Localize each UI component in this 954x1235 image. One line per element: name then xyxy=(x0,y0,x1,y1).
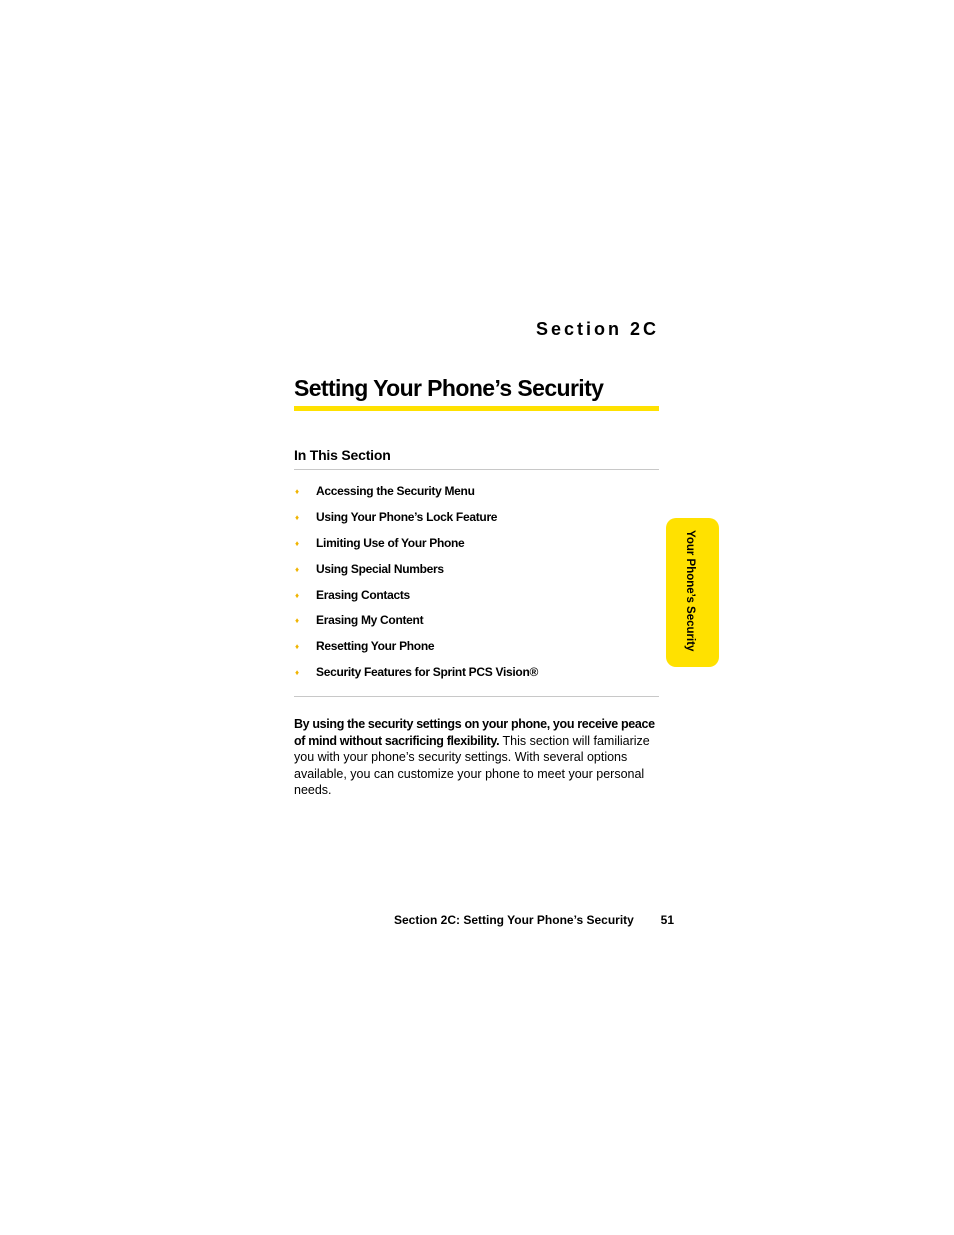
page-number: 51 xyxy=(660,913,674,927)
in-this-section-heading: In This Section xyxy=(294,447,391,463)
intro-lead: By using the security settings on your phone, you receive peace of mind without sacrificing flexibility. xyxy=(294,717,655,748)
list-item-label: Erasing My Content xyxy=(316,613,424,628)
list-item xyxy=(294,636,659,662)
section-label: Section 2C xyxy=(535,319,659,339)
diamond-bullet-icon: ♦ xyxy=(295,487,299,496)
divider-bottom xyxy=(294,696,659,697)
list-item xyxy=(294,662,659,688)
diamond-bullet-icon: ♦ xyxy=(295,590,299,600)
list-item xyxy=(294,507,659,533)
list-item xyxy=(294,610,659,636)
list-item-label: Accessing the Security Menu xyxy=(316,484,475,498)
footer-section-title: Section 2C: Setting Your Phone’s Security xyxy=(394,913,634,927)
list-item xyxy=(294,559,659,585)
side-tab xyxy=(666,518,719,667)
diamond-bullet-icon: ♦ xyxy=(295,538,299,548)
list-item-label: Security Features for Sprint PCS Vision® xyxy=(316,665,539,680)
list-item-label: Resetting Your Phone xyxy=(316,639,435,654)
title-underline xyxy=(294,406,659,411)
list-item-label: Limiting Use of Your Phone xyxy=(316,535,465,550)
page-title: Setting Your Phone’s Security xyxy=(294,375,604,401)
list-item-label: Erasing Contacts xyxy=(316,587,410,602)
intro-body: This section will familiarize you with your phone’s security settings. With several options available, you can customize your phone to meet your personal needs. xyxy=(294,733,650,797)
side-tab-label: Your Phone’s Security xyxy=(684,530,696,652)
section-contents-list xyxy=(294,481,659,688)
list-item xyxy=(294,585,659,611)
diamond-bullet-icon: ♦ xyxy=(295,512,299,522)
list-item xyxy=(294,533,659,559)
page-footer xyxy=(394,911,676,929)
divider-top xyxy=(294,469,659,470)
list-item-label: Using Special Numbers xyxy=(316,561,444,576)
diamond-bullet-icon: ♦ xyxy=(295,668,299,678)
diamond-bullet-icon: ♦ xyxy=(295,616,299,626)
diamond-bullet-icon: ♦ xyxy=(295,564,299,574)
list-item-label: Using Your Phone’s Lock Feature xyxy=(316,509,498,524)
intro-paragraph xyxy=(294,716,659,799)
diamond-bullet-icon: ♦ xyxy=(295,642,299,652)
list-item xyxy=(294,481,659,507)
